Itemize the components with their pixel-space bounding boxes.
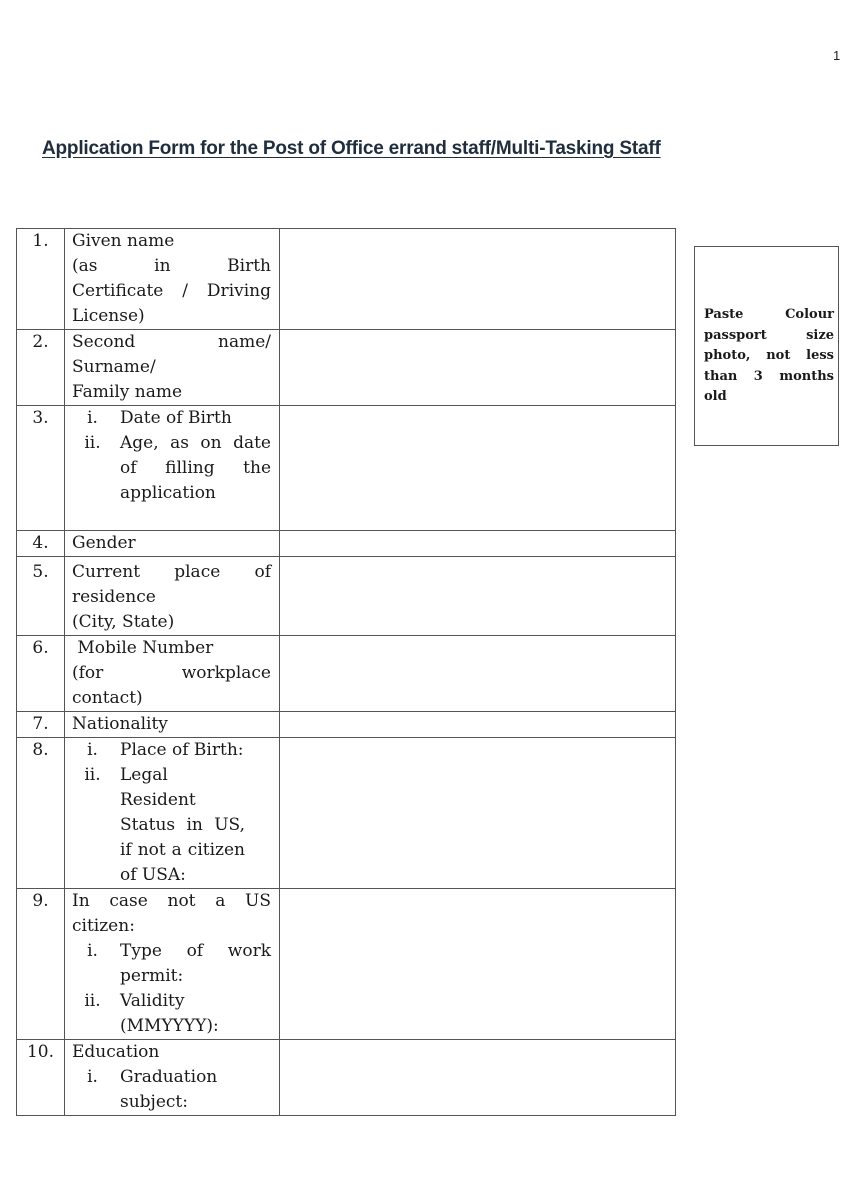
sub-item-text: Type of work permit: xyxy=(120,941,271,986)
label-line: residence xyxy=(72,587,156,607)
current-residence-field[interactable] xyxy=(280,557,676,636)
table-row xyxy=(17,406,676,531)
field-label-mobile-number xyxy=(65,636,280,712)
row-number: 5. xyxy=(17,557,65,636)
gender-field[interactable] xyxy=(280,531,676,557)
sub-item xyxy=(65,989,271,1039)
sub-item-text: Age, as on date of filling the application xyxy=(120,433,271,503)
sub-item-text: Place of Birth: xyxy=(120,740,244,760)
table-row xyxy=(17,330,676,406)
application-form-table xyxy=(16,228,676,1116)
table-row xyxy=(17,738,676,889)
label-line: In case not a US citizen: xyxy=(72,891,271,936)
label-line: Second name/ xyxy=(72,332,271,352)
table-row xyxy=(17,889,676,1040)
field-label-birth-place-resident-status xyxy=(65,738,280,889)
field-label-given-name xyxy=(65,229,280,330)
table-row xyxy=(17,712,676,738)
field-label-work-permit xyxy=(65,889,280,1040)
label-line: Current place of xyxy=(72,562,271,582)
mobile-number-field[interactable] xyxy=(280,636,676,712)
field-label-date-of-birth-age xyxy=(65,406,280,531)
work-permit-field[interactable] xyxy=(280,889,676,1040)
roman-numeral: ii. xyxy=(84,991,101,1011)
sub-item xyxy=(65,1065,271,1115)
row-number: 6. xyxy=(17,636,65,712)
sub-item xyxy=(65,939,271,989)
sub-item xyxy=(65,763,271,888)
sub-item xyxy=(65,431,271,506)
label-line: Given name xyxy=(72,231,175,251)
row-number: 7. xyxy=(17,712,65,738)
roman-numeral: ii. xyxy=(84,433,101,453)
roman-numeral: i. xyxy=(87,1067,98,1087)
field-label-gender xyxy=(65,531,280,557)
label-line: Family name xyxy=(72,382,183,402)
label-line: contact) xyxy=(72,688,143,708)
label-line: (as in Birth xyxy=(72,256,271,276)
label-line: Gender xyxy=(72,533,136,553)
label-line: Surname/ xyxy=(72,357,156,377)
label-line: Certificate / Driving xyxy=(72,281,271,301)
roman-numeral: i. xyxy=(87,740,98,760)
sub-item xyxy=(65,738,271,763)
roman-numeral: i. xyxy=(87,941,98,961)
photo-instructions: Paste Colour passport size photo, not less than 3 months old xyxy=(704,307,834,404)
roman-numeral: i. xyxy=(87,408,98,428)
sub-item-text: Date of Birth xyxy=(120,408,232,428)
sub-item-text: Validity (MMYYYY): xyxy=(120,991,219,1036)
row-number: 4. xyxy=(17,531,65,557)
page-number: 1 xyxy=(833,48,841,63)
field-label-nationality xyxy=(65,712,280,738)
table-row xyxy=(17,531,676,557)
education-field[interactable] xyxy=(280,1040,676,1116)
sub-item-text: Graduation subject: xyxy=(120,1067,218,1112)
row-number: 8. xyxy=(17,738,65,889)
label-line: (for workplace xyxy=(72,663,271,683)
roman-numeral: ii. xyxy=(84,765,101,785)
field-label-surname xyxy=(65,330,280,406)
label-line: License) xyxy=(72,306,145,326)
given-name-field[interactable] xyxy=(280,229,676,330)
label-line: Nationality xyxy=(72,714,168,734)
field-label-current-residence xyxy=(65,557,280,636)
row-number: 10. xyxy=(17,1040,65,1116)
field-label-education xyxy=(65,1040,280,1116)
sub-item-text: Legal Resident Status in US, if not a citizen of USA: xyxy=(120,765,245,885)
label-line: Education xyxy=(72,1042,160,1062)
nationality-field[interactable] xyxy=(280,712,676,738)
label-line: Mobile Number xyxy=(72,638,214,658)
date-of-birth-age-field[interactable] xyxy=(280,406,676,531)
row-number: 9. xyxy=(17,889,65,1040)
table-row xyxy=(17,557,676,636)
row-number: 2. xyxy=(17,330,65,406)
passport-photo-box[interactable] xyxy=(694,246,839,446)
sub-item xyxy=(65,406,271,431)
form-title: Application Form for the Post of Office errand staff/Multi-Tasking Staff xyxy=(42,138,661,159)
surname-field[interactable] xyxy=(280,330,676,406)
row-number: 3. xyxy=(17,406,65,531)
table-row xyxy=(17,1040,676,1116)
table-row xyxy=(17,636,676,712)
row-number: 1. xyxy=(17,229,65,330)
birth-place-resident-status-field[interactable] xyxy=(280,738,676,889)
label-line: (City, State) xyxy=(72,612,175,632)
table-row xyxy=(17,229,676,330)
